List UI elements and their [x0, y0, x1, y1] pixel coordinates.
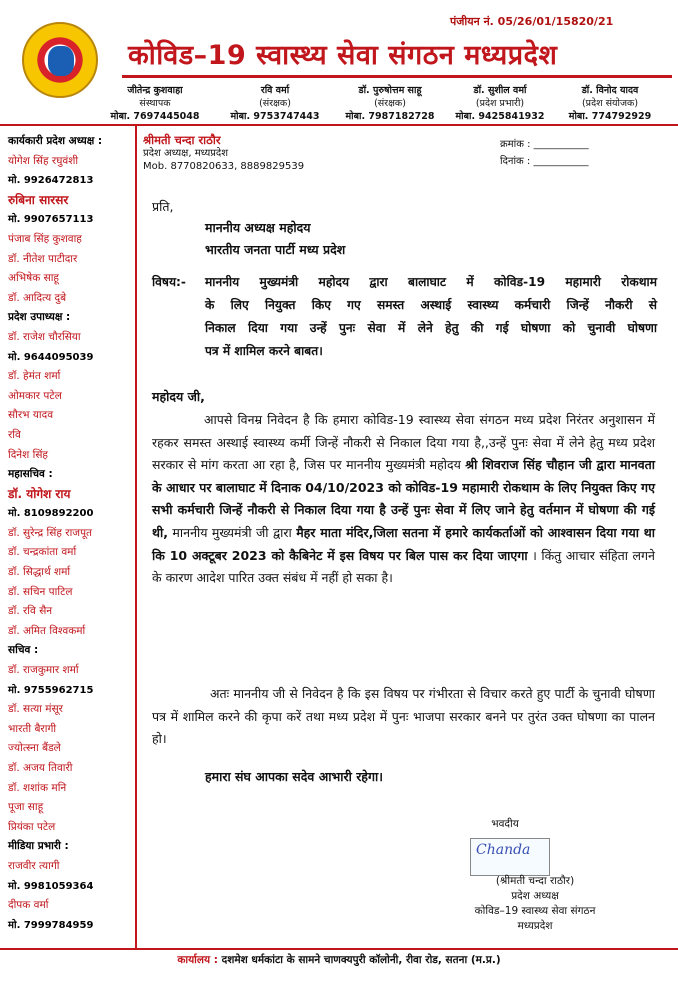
sidebar-entry: मो. 7999784959: [8, 919, 94, 931]
subject-text: माननीय मुख्यमंत्री महोदय द्वारा बालाघाट में कोविड-19 महामारी रोकथाम के लिए नियुक्त किए गए समस्त अस्थाई स्वास्थ्य कर्मचारी जिन्हें नौकरी से निकाल दिया गया उन्हें पुनः सेवा में लेने हेतु की गई घोषणा को चुनावी घोषणा पत्र में शामिल करने बाबत।: [205, 275, 657, 358]
office-bearers-sidebar: [8, 132, 128, 935]
sidebar-entry: डॉ. राजकुमार शर्मा: [8, 664, 79, 677]
organization-logo: [22, 22, 98, 98]
sidebar-entry: डॉ. सचिन पाटिल: [8, 585, 73, 598]
organization-title: कोविड–19 स्वास्थ्य सेवा संगठन मध्यप्रदेश: [128, 40, 558, 71]
header-divider: [122, 75, 672, 78]
sidebar-divider: [135, 126, 137, 948]
official-5: डॉ. विनोद यादव (प्रदेश संयोजक) मोबा. 774792929: [568, 85, 652, 122]
sidebar-entry: दीपक वर्मा: [8, 899, 49, 912]
sidebar-entry: ओमकार पटेल: [8, 389, 62, 402]
signatory-block: (श्रीमती चन्दा राठौर) प्रदेश अध्यक्ष कोविड–19 स्वास्थ्य सेवा संगठन मध्यप्रदेश: [474, 875, 596, 932]
official-2: रवि वर्मा (संरक्षक) मोबा. 9753747443: [230, 85, 320, 122]
signature-scribble: Chanda: [476, 842, 531, 858]
sidebar-entry: दिनेश सिंह: [8, 448, 48, 461]
sidebar-entry: मो. 9644095039: [8, 351, 94, 363]
sidebar-entry: सचिव :: [8, 644, 39, 657]
sidebar-entry: डॉ. हेमंत शर्मा: [8, 370, 61, 383]
reference-date: दिनांक : ___________: [500, 156, 589, 167]
official-3: डॉ. पुरुषोत्तम साहू (संरक्षक) मोबा. 7987182728: [345, 85, 435, 122]
sidebar-entry: मो. 8109892200: [8, 508, 94, 520]
body-paragraph-1: आपसे विनम्र निवेदन है कि हमारा कोविड-19 स्वास्थ्य सेवा संगठन मध्य प्रदेश निरंतर अनुशासन में रहकर समस्त अस्थाई स्वास्थ्य कर्मी जिन्हें नौकरी से निकाल दिया गया है,,उन्हें पुनः सेवा में लेने हेतु मध्य प्रदेश सरकार से मांग करता आ रहा है, जिस पर माननीय मुख्यमंत्री महोदय श्री शिवराज सिंह चौहान जी द्वारा मानवता के आधार पर बालाघाट में दिनाक 04/10/2023 को कोविड-19 महामारी रोकथाम के लिए नियुक्त किए गए सभी कर्मचारी जिन्हें नौकरी से निकाल दिया गया है उन्हें पुनः सेवा में लिए जाने हेतु वर्तमान में घोषणा की गई थी, माननीय मुख्यमंत्री जी द्वारा मैहर माता मंदिर,जिला सतना में हमारे कार्यकर्ताओं को आश्वासन दिया गया था कि 10 अक्टूबर 2023 को कैबिनेट में इस विषय पर बिल पास कर दिया जाएगा । किंतु आचार संहिता लगने के कारण आदेश पारित उक्त संबंध में नहीं हो सका है।: [152, 412, 656, 586]
sidebar-entry: डॉ. नीतेश पाटीदार: [8, 252, 78, 265]
registration-number: पंजीयन नं. 05/26/01/15820/21: [450, 15, 614, 28]
sidebar-entry: मीडिया प्रभारी :: [8, 840, 69, 853]
sidebar-entry: प्रदेश उपाध्यक्ष :: [8, 311, 71, 324]
sidebar-entry: पूजा साहू: [8, 801, 44, 814]
bhavdiya: भवदीय: [491, 818, 519, 830]
sidebar-entry: डॉ. योगेश राय: [8, 486, 71, 501]
sidebar-entry: मो. 9907657113: [8, 214, 94, 226]
addressee-line-2: भारतीय जनता पार्टी मध्य प्रदेश: [205, 242, 346, 257]
subject-label: विषय:-: [152, 275, 186, 289]
sidebar-entry: मो. 9981059364: [8, 880, 94, 892]
sidebar-entry: राजवीर त्यागी: [8, 859, 60, 872]
sidebar-entry: डॉ. अजय तिवारी: [8, 762, 73, 774]
sidebar-entry: डॉ. राजेश चौरसिया: [8, 330, 81, 343]
office-address: कार्यालय : दशमेश धर्मकांटा के सामने चाणक्यपुरी कॉलोनी, रीवा रोड, सतना (म.प्र.): [177, 954, 501, 966]
sidebar-entry: मो. 9926472813: [8, 175, 94, 187]
sidebar-entry: कार्यकारी प्रदेश अध्यक्ष :: [8, 135, 103, 147]
sidebar-entry: महासचिव :: [8, 468, 53, 481]
sidebar-entry: डॉ. सुरेन्द्र सिंह राजपूत: [8, 526, 93, 539]
body-paragraph-2: अतः माननीय जी से निवेदन है कि इस विषय पर गंभीरता से विचार करते हुए पार्टी के चुनावी घोषणा पत्र में शामिल करने की कृपा करें तथा मध्य प्रदेश में पुनः भाजपा सरकार बनने पर तुरंत उक्त घोषणा का पालन हो।: [152, 686, 655, 747]
sender-mobile: Mob. 8770820633, 8889829539: [143, 161, 305, 172]
sender-name: श्रीमती चन्दा राठौर: [143, 133, 221, 147]
sidebar-entry: डॉ. रवि सैन: [8, 605, 53, 618]
sender-designation: प्रदेश अध्यक्ष, मध्यप्रदेश: [143, 148, 229, 159]
sidebar-entry: रुबिना सारसर: [8, 192, 69, 207]
sidebar-entry: रवि: [8, 428, 21, 441]
sidebar-entry: ज्योत्स्ना बैंडले: [8, 742, 61, 755]
sidebar-entry: डॉ. चन्द्रकांता वर्मा: [8, 546, 77, 559]
sidebar-entry: डॉ. अमित विश्वकर्मा: [8, 624, 86, 637]
reference-number: क्रमांक : ___________: [500, 139, 589, 150]
sidebar-entry: पंजाब सिंह कुशवाह: [8, 232, 82, 245]
footer-divider: [0, 948, 678, 950]
sidebar-entry: डॉ. सिद्धार्थ शर्मा: [8, 566, 71, 579]
official-4: डॉ. सुशील वर्मा (प्रदेश प्रभारी) मोबा. 9425841932: [455, 85, 545, 122]
sidebar-entry: डॉ. सत्या मंसूर: [8, 703, 63, 716]
sender-block: [143, 134, 304, 173]
sidebar-entry: सौरभ यादव: [8, 409, 54, 422]
header-bottom-divider: [0, 124, 678, 126]
sidebar-entry: अभिषेक साहू: [8, 272, 59, 285]
salutation: महोदय जी,: [152, 389, 205, 404]
closing-line: हमारा संघ आपका सदेव आभारी रहेगा।: [205, 769, 383, 784]
sidebar-entry: मो. 9755962715: [8, 684, 94, 696]
sidebar-entry: डॉ. शशांक मनि: [8, 781, 67, 794]
addressee-prati: प्रति,: [152, 199, 174, 214]
sidebar-entry: भारती बैरागी: [8, 722, 57, 735]
sidebar-entry: डॉ. आदित्य दुबे: [8, 291, 67, 304]
addressee-line-1: माननीय अध्यक्ष महोदय: [205, 220, 311, 235]
official-1: जीतेन्द्र कुशवाहा संस्थापक मोबा. 7697445048: [110, 85, 200, 122]
sidebar-entry: योगेश सिंह रघुवंशी: [8, 154, 79, 167]
sidebar-entry: प्रियंका पटेल: [8, 820, 56, 833]
